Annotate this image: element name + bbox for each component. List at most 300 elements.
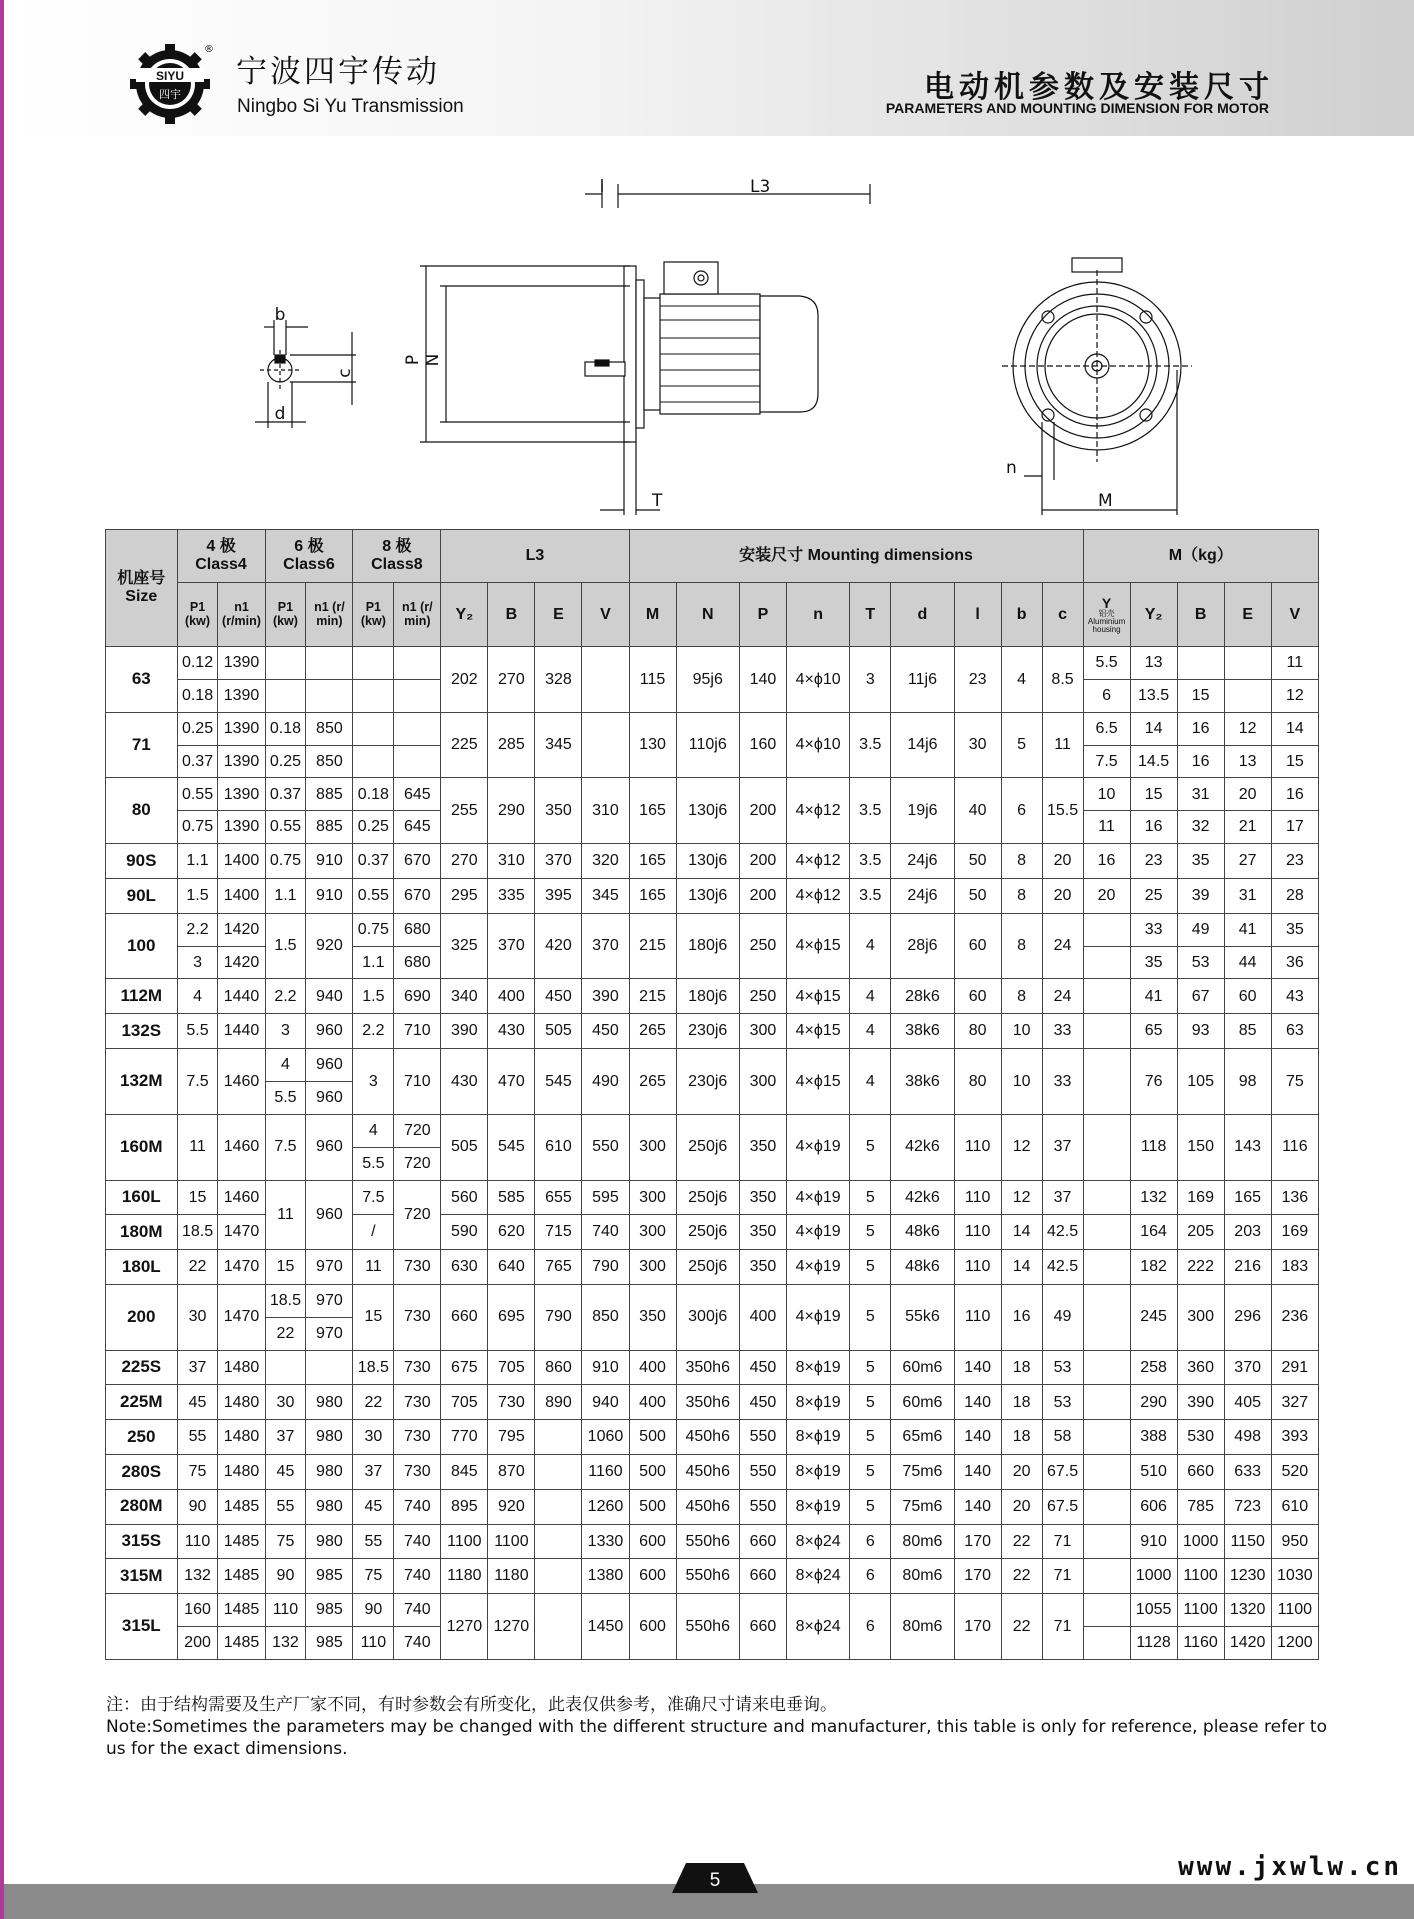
table-cell — [1224, 679, 1271, 712]
table-cell: 140 — [954, 1455, 1001, 1490]
table-cell: 1460 — [218, 1114, 265, 1180]
table-cell: 300 — [629, 1180, 676, 1215]
table-cell: 75 — [1271, 1049, 1318, 1115]
table-cell: 43 — [1271, 979, 1318, 1014]
header-mass-v: V — [1271, 583, 1318, 647]
table-cell: 225 — [441, 712, 488, 778]
table-cell: 12 — [1001, 1180, 1042, 1215]
table-cell: 350 — [739, 1250, 786, 1285]
table-cell: 200 — [739, 878, 786, 913]
table-cell: 670 — [394, 844, 441, 879]
table-cell: 600 — [629, 1559, 676, 1594]
table-cell: 1440 — [218, 979, 265, 1014]
table-cell: 1160 — [1177, 1627, 1224, 1660]
table-cell: 370 — [535, 844, 582, 879]
table-cell: 60 — [954, 979, 1001, 1014]
table-cell: 230j6 — [676, 1049, 739, 1115]
table-cell: 11 — [1271, 647, 1318, 680]
table-cell: 1150 — [1224, 1524, 1271, 1559]
header-b: B — [488, 583, 535, 647]
table-cell: 2.2 — [265, 979, 306, 1014]
table-cell: 395 — [535, 878, 582, 913]
table-cell: 160M — [106, 1114, 178, 1180]
table-cell: 53 — [1042, 1350, 1083, 1385]
table-cell — [1083, 1350, 1130, 1385]
table-cell: 8 — [1001, 913, 1042, 979]
table-cell: 910 — [582, 1350, 629, 1385]
table-cell: 388 — [1130, 1420, 1177, 1455]
table-cell: 500 — [629, 1420, 676, 1455]
table-cell: 37 — [177, 1350, 218, 1385]
table-cell: 1200 — [1271, 1627, 1318, 1660]
table-cell: 200 — [106, 1284, 178, 1350]
table-cell: 600 — [629, 1594, 676, 1660]
table-cell: 720 — [394, 1147, 441, 1180]
table-cell: 1180 — [441, 1559, 488, 1594]
table-cell: 80 — [106, 778, 178, 844]
table-cell: 295 — [441, 878, 488, 913]
table-cell: 10 — [1083, 778, 1130, 811]
header-n-holes: n — [786, 583, 849, 647]
table-cell: 31 — [1224, 878, 1271, 913]
table-cell: 730 — [394, 1455, 441, 1490]
table-cell: 22 — [1001, 1559, 1042, 1594]
table-cell: 13 — [1130, 647, 1177, 680]
table-cell: 980 — [306, 1455, 353, 1490]
siyu-logo — [128, 40, 212, 124]
table-cell — [1083, 1524, 1130, 1559]
table-cell: 730 — [394, 1420, 441, 1455]
table-cell: 885 — [306, 811, 353, 844]
table-cell: 730 — [394, 1284, 441, 1350]
table-cell: 660 — [739, 1559, 786, 1594]
table-row — [106, 1455, 1319, 1490]
table-cell — [1083, 1385, 1130, 1420]
table-cell: 730 — [488, 1385, 535, 1420]
table-cell: 1470 — [218, 1215, 265, 1250]
table-cell: 40 — [954, 778, 1001, 844]
table-cell: 30 — [265, 1385, 306, 1420]
table-cell: 24 — [1042, 979, 1083, 1014]
table-cell: 63 — [106, 647, 178, 713]
header-c: c — [1042, 583, 1083, 647]
table-cell: 132 — [1130, 1180, 1177, 1215]
table-cell: 280S — [106, 1455, 178, 1490]
table-cell: 22 — [1001, 1594, 1042, 1660]
table-cell: 505 — [535, 1014, 582, 1049]
header-m: M — [629, 583, 676, 647]
header-frame-size: 机座号 Size — [106, 530, 178, 647]
table-cell: 22 — [177, 1250, 218, 1285]
table-cell: 670 — [394, 878, 441, 913]
table-cell: 17 — [1271, 811, 1318, 844]
table-cell: 695 — [488, 1284, 535, 1350]
table-cell: 23 — [1271, 844, 1318, 879]
table-cell: 985 — [306, 1594, 353, 1627]
table-cell: 606 — [1130, 1489, 1177, 1524]
table-cell: 290 — [1130, 1385, 1177, 1420]
table-cell: 4×ϕ15 — [786, 913, 849, 979]
table-cell: 1480 — [218, 1350, 265, 1385]
table-cell: 130 — [629, 712, 676, 778]
table-cell: 11 — [177, 1114, 218, 1180]
table-cell: 16 — [1083, 844, 1130, 879]
header-n1: n1 (r/ min) — [306, 583, 353, 647]
table-cell: 1485 — [218, 1559, 265, 1594]
table-cell: 105 — [1177, 1049, 1224, 1115]
table-cell: 980 — [306, 1385, 353, 1420]
table-cell: 32 — [1177, 811, 1224, 844]
table-cell: 3.5 — [850, 878, 891, 913]
table-cell: 0.55 — [353, 878, 394, 913]
table-cell: 0.55 — [177, 778, 218, 811]
table-cell: 510 — [1130, 1455, 1177, 1490]
table-cell: 18.5 — [353, 1350, 394, 1385]
table-cell: 0.37 — [177, 745, 218, 778]
brand-name-cn: 宁波四宇传动 — [236, 54, 440, 90]
table-cell: 6 — [1001, 778, 1042, 844]
table-cell: 58 — [1042, 1420, 1083, 1455]
table-cell: 250j6 — [676, 1250, 739, 1285]
table-cell: 500 — [629, 1455, 676, 1490]
table-cell: 90S — [106, 844, 178, 879]
header-y2: Y₂ — [441, 583, 488, 647]
table-cell: 790 — [535, 1284, 582, 1350]
table-row — [106, 979, 1319, 1014]
table-cell: 132 — [265, 1627, 306, 1660]
table-cell: 1330 — [582, 1524, 629, 1559]
table-cell: 910 — [1130, 1524, 1177, 1559]
table-cell: 705 — [488, 1350, 535, 1385]
table-cell: 1100 — [1177, 1559, 1224, 1594]
table-cell: 250 — [739, 913, 786, 979]
page-title-cn: 电动机参数及安装尺寸 — [924, 70, 1274, 105]
table-cell: 4×ϕ15 — [786, 1049, 849, 1115]
table-cell: 0.18 — [177, 679, 218, 712]
table-cell: 740 — [394, 1559, 441, 1594]
table-cell: 645 — [394, 811, 441, 844]
table-cell: 4 — [850, 1049, 891, 1115]
table-cell: 280M — [106, 1489, 178, 1524]
table-cell: 230j6 — [676, 1014, 739, 1049]
table-cell: 980 — [306, 1524, 353, 1559]
header-b-key: b — [1001, 583, 1042, 647]
table-cell: 5 — [1001, 712, 1042, 778]
table-row — [106, 1385, 1319, 1420]
table-cell: 80m6 — [891, 1594, 954, 1660]
table-cell — [353, 745, 394, 778]
table-cell: 610 — [1271, 1489, 1318, 1524]
table-cell: 258 — [1130, 1350, 1177, 1385]
table-cell: 970 — [306, 1317, 353, 1350]
table-cell: 35 — [1177, 844, 1224, 879]
table-cell: 770 — [441, 1420, 488, 1455]
table-cell: 42.5 — [1042, 1250, 1083, 1285]
table-cell: 15 — [1177, 679, 1224, 712]
table-cell: 1470 — [218, 1250, 265, 1285]
header-d: d — [891, 583, 954, 647]
table-row — [106, 1559, 1319, 1594]
header-mass-e: E — [1224, 583, 1271, 647]
table-cell: 450h6 — [676, 1420, 739, 1455]
header-mass-y2: Y₂ — [1130, 583, 1177, 647]
table-cell: 250j6 — [676, 1215, 739, 1250]
table-cell: 3 — [353, 1049, 394, 1115]
table-cell: 50 — [954, 844, 1001, 879]
header-e: E — [535, 583, 582, 647]
table-cell: 430 — [488, 1014, 535, 1049]
header-class8: 8 极 Class8 — [353, 530, 441, 583]
header-l3: L3 — [441, 530, 629, 583]
table-cell: 65m6 — [891, 1420, 954, 1455]
table-cell: 21 — [1224, 811, 1271, 844]
table-cell: 1270 — [488, 1594, 535, 1660]
table-cell: 170 — [954, 1524, 1001, 1559]
table-cell: 985 — [306, 1627, 353, 1660]
table-cell: 20 — [1224, 778, 1271, 811]
table-cell: 5 — [850, 1114, 891, 1180]
table-cell: 1390 — [218, 679, 265, 712]
table-cell: 350 — [739, 1215, 786, 1250]
table-cell: 36 — [1271, 946, 1318, 979]
label-b: b — [274, 305, 286, 325]
table-cell: 0.12 — [177, 647, 218, 680]
table-cell: 5.5 — [177, 1014, 218, 1049]
table-cell: 0.55 — [265, 811, 306, 844]
table-cell: 11 — [1042, 712, 1083, 778]
table-cell: 370 — [582, 913, 629, 979]
table-cell: 850 — [582, 1284, 629, 1350]
table-cell: 75m6 — [891, 1455, 954, 1490]
table-cell: 11 — [265, 1180, 306, 1250]
table-cell: 1.1 — [353, 946, 394, 979]
table-cell: 20 — [1001, 1489, 1042, 1524]
table-cell: 450 — [739, 1385, 786, 1420]
table-cell: 180j6 — [676, 913, 739, 979]
brand-name-en: Ningbo Si Yu Transmission — [237, 96, 464, 117]
table-cell: 90 — [265, 1559, 306, 1594]
table-cell: 1450 — [582, 1594, 629, 1660]
table-cell: 610 — [535, 1114, 582, 1180]
table-row — [106, 1284, 1319, 1317]
table-cell: 1420 — [218, 913, 265, 946]
table-cell: 180L — [106, 1250, 178, 1285]
table-cell: 550 — [739, 1455, 786, 1490]
table-cell: 20 — [1042, 844, 1083, 879]
table-cell: 38k6 — [891, 1014, 954, 1049]
header-p1: P1 (kw) — [353, 583, 394, 647]
table-cell: 4×ϕ19 — [786, 1180, 849, 1215]
table-cell — [306, 1350, 353, 1385]
table-cell: 680 — [394, 946, 441, 979]
table-cell: 4×ϕ19 — [786, 1284, 849, 1350]
table-cell: 340 — [441, 979, 488, 1014]
header-n1: n1 (r/ min) — [394, 583, 441, 647]
table-cell: 16 — [1271, 778, 1318, 811]
table-cell: 0.75 — [265, 844, 306, 879]
table-cell: 645 — [394, 778, 441, 811]
table-cell — [353, 679, 394, 712]
table-cell: 5 — [850, 1350, 891, 1385]
header-p: P — [739, 583, 786, 647]
table-cell: 6 — [850, 1594, 891, 1660]
table-cell: 370 — [1224, 1350, 1271, 1385]
table-cell: 0.25 — [177, 712, 218, 745]
table-cell: 67.5 — [1042, 1489, 1083, 1524]
table-cell: 400 — [629, 1350, 676, 1385]
table-cell — [1083, 1049, 1130, 1115]
table-cell: 41 — [1130, 979, 1177, 1014]
table-cell: 790 — [582, 1250, 629, 1285]
table-cell: 1440 — [218, 1014, 265, 1049]
table-cell: 48k6 — [891, 1215, 954, 1250]
table-cell — [306, 679, 353, 712]
table-cell: 285 — [488, 712, 535, 778]
table-cell: 8 — [1001, 979, 1042, 1014]
page-number: 5 — [709, 1870, 721, 1891]
table-cell: 90L — [106, 878, 178, 913]
table-cell: 400 — [739, 1284, 786, 1350]
table-cell: 20 — [1083, 878, 1130, 913]
table-cell: 393 — [1271, 1420, 1318, 1455]
table-cell: 33 — [1130, 913, 1177, 946]
table-cell: 170 — [954, 1594, 1001, 1660]
table-cell: 140 — [954, 1420, 1001, 1455]
table-cell — [535, 1455, 582, 1490]
table-cell: 1.1 — [265, 878, 306, 913]
table-cell: 255 — [441, 778, 488, 844]
table-row — [106, 1594, 1319, 1627]
table-cell — [1083, 1455, 1130, 1490]
table-cell: 50 — [954, 878, 1001, 913]
table-cell: 14j6 — [891, 712, 954, 778]
table-cell: 970 — [306, 1250, 353, 1285]
table-cell: 8×ϕ19 — [786, 1489, 849, 1524]
table-cell: 75 — [177, 1455, 218, 1490]
table-cell: 985 — [306, 1559, 353, 1594]
table-cell: 1485 — [218, 1524, 265, 1559]
table-row — [106, 878, 1319, 913]
label-l3: L3 — [750, 177, 771, 197]
table-cell: 315S — [106, 1524, 178, 1559]
table-cell: 1000 — [1177, 1524, 1224, 1559]
table-cell: 4×ϕ19 — [786, 1114, 849, 1180]
table-cell: 300 — [629, 1250, 676, 1285]
header-t: T — [850, 583, 891, 647]
header-mass: M（kg） — [1083, 530, 1318, 583]
table-cell: 24j6 — [891, 844, 954, 879]
table-cell: 545 — [488, 1114, 535, 1180]
table-cell — [353, 647, 394, 680]
table-cell: 0.25 — [353, 811, 394, 844]
table-cell: 15 — [177, 1180, 218, 1215]
table-cell: 470 — [488, 1049, 535, 1115]
table-cell: 22 — [265, 1317, 306, 1350]
table-cell: 2.2 — [177, 913, 218, 946]
page-number-badge — [672, 1863, 758, 1893]
table-cell: 3.5 — [850, 712, 891, 778]
table-cell: 890 — [535, 1385, 582, 1420]
table-cell: 300 — [629, 1215, 676, 1250]
table-cell: 550 — [582, 1114, 629, 1180]
table-cell — [1083, 1594, 1130, 1627]
header-mounting: 安装尺寸 Mounting dimensions — [629, 530, 1083, 583]
table-cell: 200 — [177, 1627, 218, 1660]
table-cell — [1083, 913, 1130, 946]
table-cell: 3.5 — [850, 844, 891, 879]
table-cell: 6.5 — [1083, 712, 1130, 745]
table-cell: 3 — [265, 1014, 306, 1049]
table-cell: 350h6 — [676, 1385, 739, 1420]
table-cell: 23 — [954, 647, 1001, 713]
table-cell: 37 — [1042, 1180, 1083, 1215]
table-cell — [582, 647, 629, 713]
table-cell: 1420 — [218, 946, 265, 979]
header-l: l — [954, 583, 1001, 647]
table-cell: 35 — [1271, 913, 1318, 946]
table-cell — [265, 679, 306, 712]
table-cell: 430 — [441, 1049, 488, 1115]
table-cell: 270 — [441, 844, 488, 879]
table-cell: 1260 — [582, 1489, 629, 1524]
table-cell: 25 — [1130, 878, 1177, 913]
table-cell: 16 — [1177, 712, 1224, 745]
table-cell: 164 — [1130, 1215, 1177, 1250]
table-cell: 18 — [1001, 1420, 1042, 1455]
table-cell: 136 — [1271, 1180, 1318, 1215]
table-cell: 76 — [1130, 1049, 1177, 1115]
table-cell: 8×ϕ24 — [786, 1594, 849, 1660]
table-cell — [535, 1524, 582, 1559]
table-cell: 300 — [739, 1014, 786, 1049]
table-cell: 4 — [265, 1049, 306, 1082]
table-cell: 1390 — [218, 811, 265, 844]
table-cell: 450h6 — [676, 1455, 739, 1490]
table-cell: 11 — [1083, 811, 1130, 844]
table-cell: 42k6 — [891, 1114, 954, 1180]
table-cell: 7.5 — [1083, 745, 1130, 778]
table-cell: 45 — [353, 1489, 394, 1524]
table-cell: 960 — [306, 1114, 353, 1180]
table-cell: 660 — [739, 1524, 786, 1559]
table-cell: 785 — [1177, 1489, 1224, 1524]
table-cell: 660 — [441, 1284, 488, 1350]
table-cell: 5.5 — [353, 1147, 394, 1180]
table-cell: 22 — [353, 1385, 394, 1420]
table-row — [106, 778, 1319, 811]
notes — [106, 1694, 1336, 1760]
table-cell: 1270 — [441, 1594, 488, 1660]
table-cell: 31 — [1177, 778, 1224, 811]
header-mass-b: B — [1177, 583, 1224, 647]
table-cell: 0.75 — [353, 913, 394, 946]
table-cell: 310 — [582, 778, 629, 844]
shaft-key-drawing — [255, 305, 356, 428]
table-cell: 112M — [106, 979, 178, 1014]
table-cell: 350h6 — [676, 1350, 739, 1385]
table-cell: 28j6 — [891, 913, 954, 979]
table-cell: 1480 — [218, 1420, 265, 1455]
label-m: M — [1098, 491, 1113, 511]
table-cell: 640 — [488, 1250, 535, 1285]
table-cell: 1180 — [488, 1559, 535, 1594]
table-cell: 960 — [306, 1014, 353, 1049]
table-cell: 450 — [582, 1014, 629, 1049]
table-cell: 15 — [1271, 745, 1318, 778]
table-row — [106, 1420, 1319, 1455]
table-cell: 41 — [1224, 913, 1271, 946]
table-cell: 315L — [106, 1594, 178, 1660]
